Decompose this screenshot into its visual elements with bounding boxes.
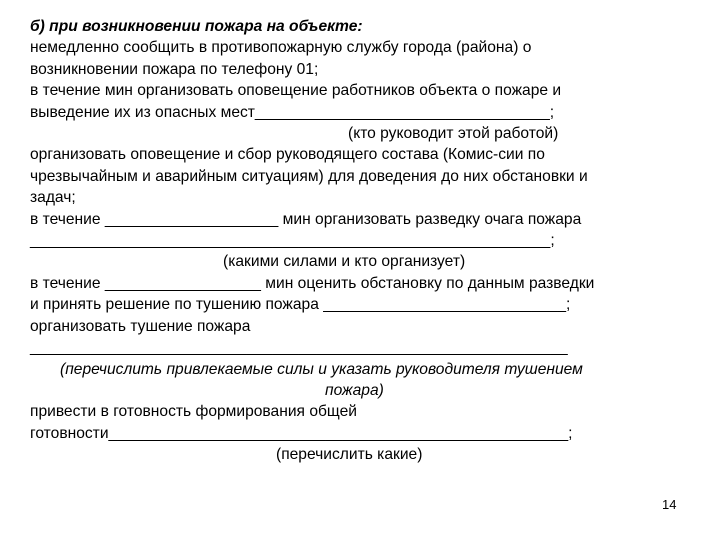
- text-line: готовности_____________________________________________________;: [30, 424, 573, 442]
- text-line: организовать оповещение и сбор руководящего состава (Комис-сии по: [30, 146, 545, 164]
- page-number: 14: [662, 497, 677, 512]
- document-body: [30, 16, 695, 466]
- text-line: выведение их из опасных мест__________________________________;: [30, 103, 555, 121]
- blank-field-line: ____________________________________________________________;: [30, 232, 555, 250]
- caption-line: пожара): [325, 381, 384, 399]
- caption-line: (перечислить привлекаемые силы и указать руководителя тушением: [60, 360, 583, 378]
- text-line: возникновении пожара по телефону 01;: [30, 60, 319, 78]
- caption-line: (кто руководит этой работой): [348, 125, 559, 143]
- text-line: в течение __________________ мин оценить обстановку по данным разведки: [30, 274, 595, 292]
- text-line: и принять решение по тушению пожара ____________________________;: [30, 296, 571, 314]
- text-line: в течение мин организовать оповещение работников объекта о пожаре и: [30, 82, 562, 100]
- text-line: чрезвычайным и аварийным ситуациям) для доведения до них обстановки и: [30, 167, 588, 185]
- text-line: привести в готовность формирования общей: [30, 403, 357, 421]
- blank-field-line: ______________________________________________________________: [30, 339, 568, 357]
- text-line: в течение ____________________ мин организовать разведку очага пожара: [30, 210, 582, 228]
- caption-line: (перечислить какие): [276, 446, 423, 464]
- text-line: задач;: [30, 189, 76, 207]
- document-page: [30, 0, 700, 540]
- section-heading: б) при возникновении пожара на объекте:: [30, 18, 363, 35]
- caption-line: (какими силами и кто организует): [223, 253, 466, 271]
- text-line: организовать тушение пожара: [30, 317, 251, 335]
- text-line: немедленно сообщить в противопожарную службу города (района) о: [30, 39, 532, 57]
